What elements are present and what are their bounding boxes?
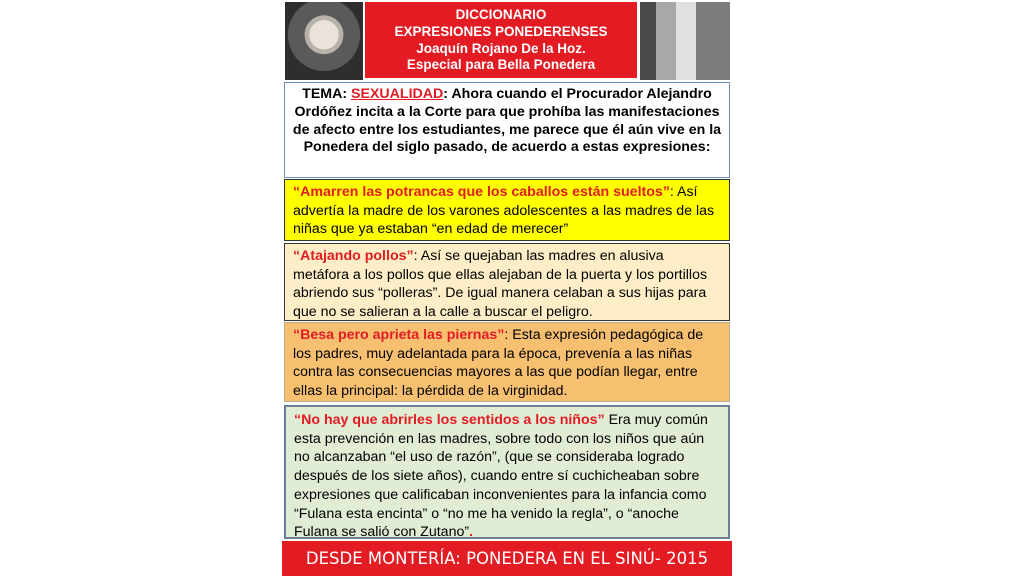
topic-keyword: SEXUALIDAD <box>351 86 444 102</box>
entry-explanation: : Esta expresión pedagógica de los padres, muy adelantada para la época, prevenía a las niñas contra las consecuencias mayores a las que podían llegar, entre ellas la principal: la pérdida de la virginidad. <box>293 327 704 400</box>
entry-expression: “Atajando pollos” <box>293 248 414 264</box>
entry-card-1 <box>284 179 730 241</box>
header-subtitle: EXPRESIONES PONEDERENSES <box>394 23 608 39</box>
header-banner <box>365 2 637 78</box>
header-dedication: Especial para Bella Ponedera <box>406 57 596 73</box>
entry-expression: “Amarren las potrancas que los caballos están sueltos” <box>293 184 670 200</box>
entry-explanation: : Así se quejaban las madres en alusiva metáfora a los pollos que ellas alejaban de la puerta y los portillos abriendo sus “polleras”. De igual manera celaban a sus hijas para que no se salieran a la calle a buscar el peligro. <box>293 248 708 321</box>
entry-tail: . <box>469 524 474 541</box>
slide <box>282 0 732 576</box>
entry-card-3 <box>284 322 730 402</box>
author-photo <box>285 2 363 80</box>
entry-card-2 <box>284 243 730 321</box>
entry-explanation: Era muy común esta prevención en las madres, sobre todo con los niños que aún no alcanzaban “el uso de razón”, (que se consideraba logrado después de los siete años), cuando entre sí cuchicheaban sobre expresiones que calificaban inconvenientes para la infancia como “Fulana esta encinta” o “no me ha venido la regla”, o “anoche Fulana se salió con Zutano” <box>294 412 708 541</box>
entry-expression: “Besa pero aprieta las piernas” <box>293 327 505 343</box>
entry-explanation: : Así advertía la madre de los varones adolescentes a las madres de las niñas que ya estaban “en edad de merecer” <box>293 184 715 238</box>
footer-banner: DESDE MONTERÍA: PONEDERA EN EL SINÚ- 2015 <box>282 541 732 576</box>
topic-box <box>284 82 730 178</box>
header-title: DICCIONARIO <box>455 7 547 22</box>
entry-expression: “No hay que abrirles los sentidos a los niños” <box>294 412 605 428</box>
entry-card-4 <box>284 405 730 539</box>
topic-prefix: TEMA: <box>302 86 352 102</box>
children-photo <box>640 2 730 80</box>
topic-text: : Ahora cuando el Procurador Alejandro Ordóñez incita a la Corte para que prohíba las manifestaciones de afecto entre los estudiantes, me parece que él aún vive en la Ponedera del siglo pasado, de acuerdo a estas expresiones: <box>292 86 722 156</box>
header-author: Joaquín Rojano De la Hoz. <box>416 40 586 56</box>
